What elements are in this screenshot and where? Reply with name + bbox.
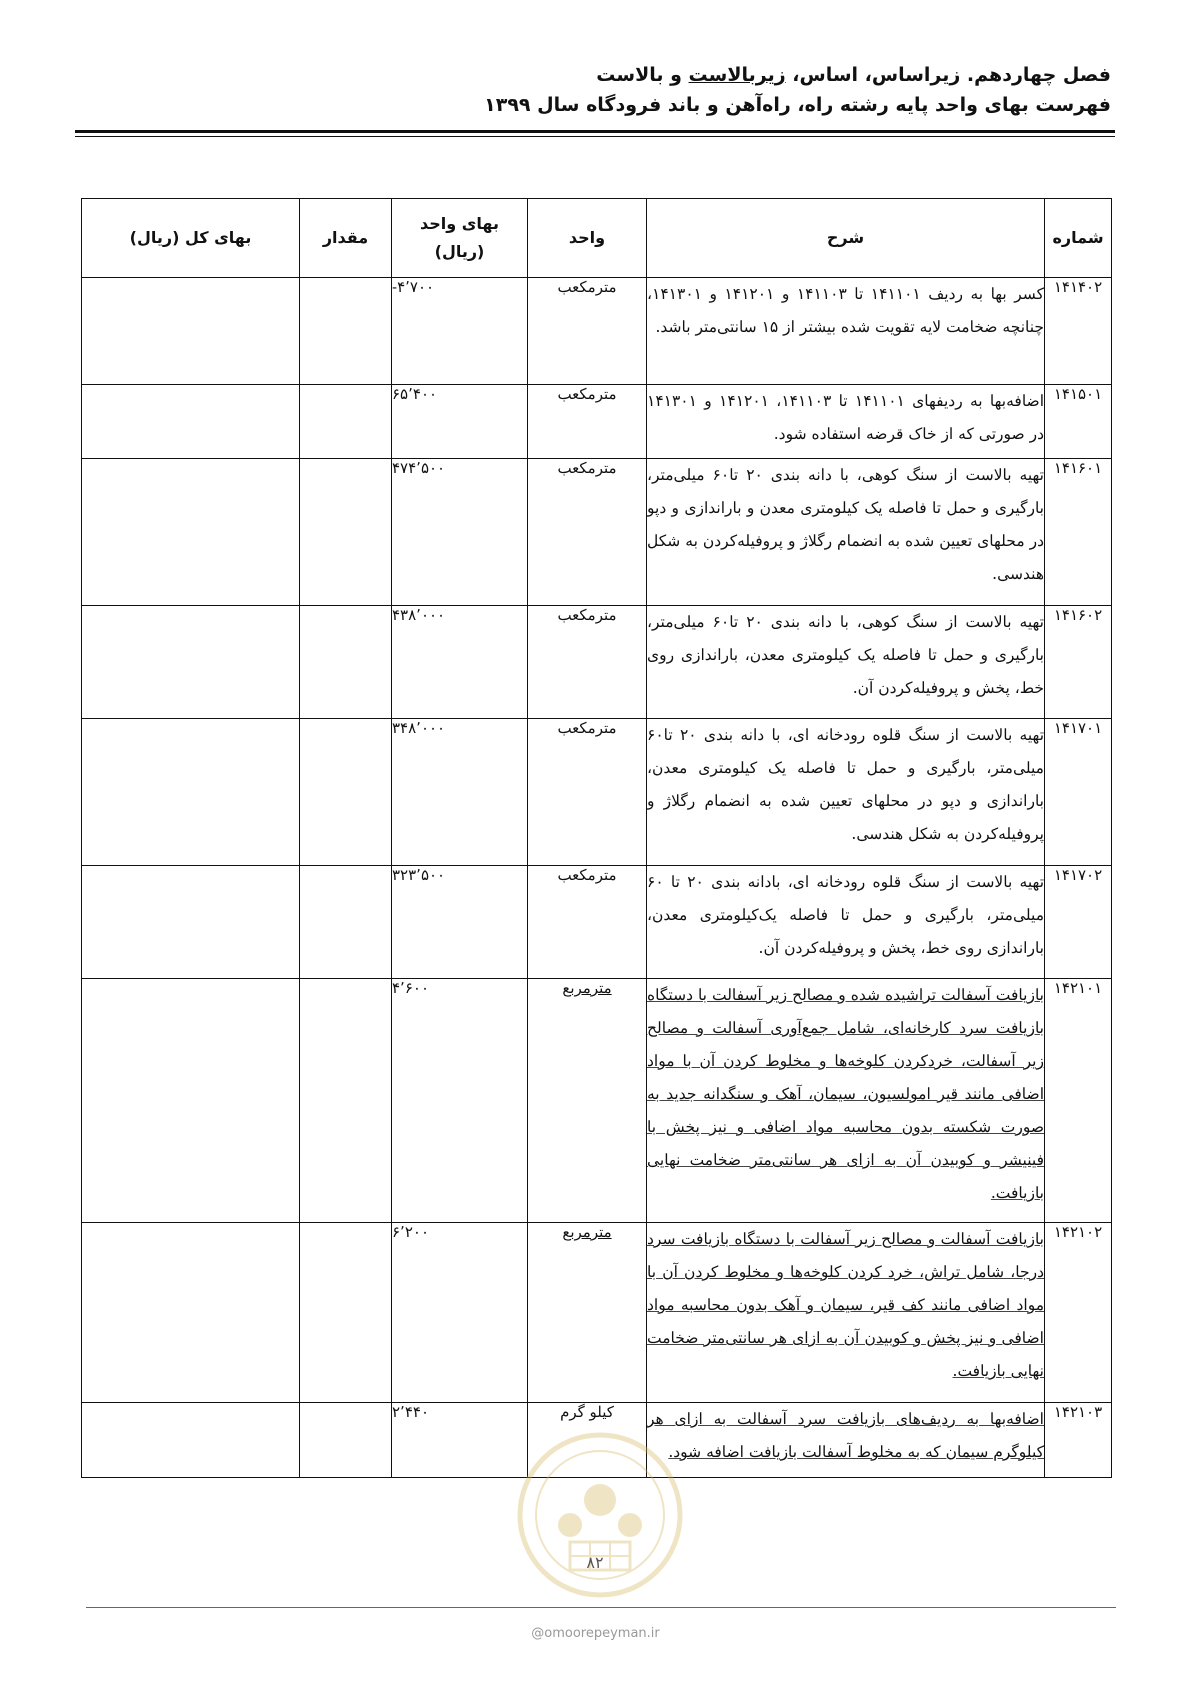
chapter-title bbox=[71, 60, 1111, 90]
seal-person-icon bbox=[584, 1484, 616, 1516]
row-total bbox=[82, 719, 300, 866]
row-unit-price: ۶۵٬۴۰۰ bbox=[392, 385, 528, 459]
page-number: ۸۲ bbox=[586, 1553, 604, 1572]
row-unit-price: ۳۴۸٬۰۰۰ bbox=[392, 719, 528, 866]
row-unit-price: ۴٬۶۰۰ bbox=[392, 979, 528, 1223]
row-description: تهیه بالاست از سنگ قلوه رودخانه ای، با دانه بندی ۲۰ تا۶۰ میلی‌متر، بارگیری و حمل تا فاصله یک کیلومتری معدن، باراندازی و دپو در محلهای تعیین شده به انضمام رگلاژ و پروفیله‌کردن به شکل هندسی. bbox=[647, 719, 1045, 866]
row-total bbox=[82, 1403, 300, 1478]
row-quantity bbox=[300, 459, 392, 606]
row-total bbox=[82, 606, 300, 719]
row-number: ۱۴۱۶۰۲ bbox=[1045, 606, 1112, 719]
seal-scale-icon bbox=[558, 1513, 582, 1537]
row-number: ۱۴۱۶۰۱ bbox=[1045, 459, 1112, 606]
row-unit bbox=[528, 979, 647, 1223]
row-unit bbox=[528, 1223, 647, 1403]
row-number: ۱۴۲۱۰۱ bbox=[1045, 979, 1112, 1223]
row-unit: مترمکعب bbox=[528, 719, 647, 866]
row-total bbox=[82, 459, 300, 606]
row-description: تهیه بالاست از سنگ کوهی، با دانه بندی ۲۰ تا۶۰ میلی‌متر، بارگیری و حمل تا فاصله یک کیلومتری معدن، باراندازی روی خط، پخش و پروفیله‌کردن آن. bbox=[647, 606, 1045, 719]
row-unit-text: مترمربع bbox=[562, 979, 612, 997]
column-header-number: شماره bbox=[1045, 199, 1112, 278]
row-total bbox=[82, 866, 300, 979]
row-number: ۱۴۲۱۰۲ bbox=[1045, 1223, 1112, 1403]
seal-gear-icon bbox=[618, 1513, 642, 1537]
unit-price-header-line2: (ریال) bbox=[434, 242, 485, 261]
row-number: ۱۴۱۵۰۱ bbox=[1045, 385, 1112, 459]
watermark-seal bbox=[515, 1430, 685, 1600]
unit-price-header-line1: بهای واحد bbox=[419, 214, 499, 233]
row-quantity bbox=[300, 719, 392, 866]
column-header-total-price: بهای کل (ریال) bbox=[82, 199, 300, 278]
row-quantity bbox=[300, 979, 392, 1223]
row-quantity bbox=[300, 1403, 392, 1478]
column-header-quantity: مقدار bbox=[300, 199, 392, 278]
row-description-text: بازیافت آسفالت و مصالح زیر آسفالت با دستگاه بازیافت سرد درجا، شامل تراش، خرد کردن کلوخه‌ها و مخلوط کردن آن با مواد اضافی مانند کف قیر، سیمان و آهک بدون محاسبه مواد اضافی و نیز پخش و کوبیدن آن به ازای هر سانتی‌متر ضخامت نهایی بازیافت. bbox=[647, 1230, 1044, 1380]
row-quantity bbox=[300, 866, 392, 979]
row-unit: مترمکعب bbox=[528, 385, 647, 459]
row-unit: مترمکعب bbox=[528, 866, 647, 979]
row-unit-price: -۴٬۷۰۰ bbox=[392, 278, 528, 385]
table-row bbox=[82, 606, 1112, 719]
row-number: ۱۴۱۴۰۲ bbox=[1045, 278, 1112, 385]
row-total bbox=[82, 1223, 300, 1403]
row-unit: مترمکعب bbox=[528, 278, 647, 385]
row-quantity bbox=[300, 606, 392, 719]
row-description bbox=[647, 1223, 1045, 1403]
chapter-title-part2: و بالاست bbox=[596, 64, 689, 86]
row-description: کسر بها به ردیف ۱۴۱۱۰۱ تا ۱۴۱۱۰۳ و ۱۴۱۲۰۱ و ۱۴۱۳۰۱، چنانچه ضخامت لایه تقویت شده بیشتر از ۱۵ سانتی‌متر باشد. bbox=[647, 278, 1045, 385]
table-row bbox=[82, 385, 1112, 459]
row-unit-text: مترمربع bbox=[562, 1223, 612, 1241]
header-rule-thick bbox=[75, 130, 1115, 133]
row-description bbox=[647, 979, 1045, 1223]
footer-rule bbox=[86, 1607, 1116, 1608]
column-header-description: شرح bbox=[647, 199, 1045, 278]
row-unit-price: ۴۳۸٬۰۰۰ bbox=[392, 606, 528, 719]
row-number: ۱۴۲۱۰۳ bbox=[1045, 1403, 1112, 1478]
row-quantity bbox=[300, 1223, 392, 1403]
row-unit: مترمکعب bbox=[528, 606, 647, 719]
row-unit: کیلو گرم bbox=[528, 1403, 647, 1478]
row-total bbox=[82, 979, 300, 1223]
chapter-title-underlined: زیربالاست bbox=[688, 64, 786, 86]
table-row bbox=[82, 719, 1112, 866]
table-header-row bbox=[82, 199, 1112, 278]
row-total bbox=[82, 278, 300, 385]
table-row bbox=[82, 278, 1112, 385]
column-header-unit: واحد bbox=[528, 199, 647, 278]
table-row bbox=[82, 979, 1112, 1223]
price-list-table bbox=[81, 198, 1112, 1478]
row-unit-price: ۲٬۴۴۰ bbox=[392, 1403, 528, 1478]
header-rule-thin bbox=[75, 136, 1115, 137]
document-title: فهرست بهای واحد پایه رشته راه، راه‌آهن و باند فرودگاه سال ۱۳۹۹ bbox=[484, 94, 1111, 116]
chapter-title-part1: فصل چهاردهم. زیراساس، اساس، bbox=[785, 64, 1111, 86]
row-quantity bbox=[300, 385, 392, 459]
row-total bbox=[82, 385, 300, 459]
row-quantity bbox=[300, 278, 392, 385]
row-description: تهیه بالاست از سنگ قلوه رودخانه ای، بادانه بندی ۲۰ تا ۶۰ میلی‌متر، بارگیری و حمل تا فاصله یک‌کیلومتری معدن، باراندازی روی خط، پخش و پروفیله‌کردن آن. bbox=[647, 866, 1045, 979]
row-unit-price: ۳۲۳٬۵۰۰ bbox=[392, 866, 528, 979]
row-description-text: اضافه‌بها به ردیف‌های بازیافت سرد آسفالت به ازای هر کیلوگرم سیمان که به مخلوط آسفالت بازیافت اضافه شود. bbox=[647, 1410, 1044, 1461]
table-row bbox=[82, 866, 1112, 979]
row-description: اضافه‌بها به ردیفهای ۱۴۱۱۰۱ تا ۱۴۱۱۰۳، ۱۴۱۲۰۱ و ۱۴۱۳۰۱ در صورتی که از خاک قرضه استفاده شود. bbox=[647, 385, 1045, 459]
row-number: ۱۴۱۷۰۱ bbox=[1045, 719, 1112, 866]
row-description bbox=[647, 1403, 1045, 1478]
row-unit-price: ۴۷۴٬۵۰۰ bbox=[392, 459, 528, 606]
footer-website: @omoorepeyman.ir bbox=[531, 1626, 660, 1641]
table-row bbox=[82, 1223, 1112, 1403]
row-description: تهیه بالاست از سنگ کوهی، با دانه بندی ۲۰ تا۶۰ میلی‌متر، بارگیری و حمل تا فاصله یک کیلومتری معدن و باراندازی و دپو در محلهای تعیین شده به انضمام رگلاژ و پروفیله‌کردن به شکل هندسی. bbox=[647, 459, 1045, 606]
row-unit: مترمکعب bbox=[528, 459, 647, 606]
column-header-unit-price bbox=[392, 199, 528, 278]
row-unit-price: ۶٬۲۰۰ bbox=[392, 1223, 528, 1403]
row-description-text: بازیافت آسفالت تراشیده شده و مصالح زیر آسفالت با دستگاه بازیافت سرد کارخانه‌ای، شامل جمع‌آوری آسفالت و مصالح زیر آسفالت، خردکردن کلوخه‌ها و مخلوط کردن آن با مواد اضافی مانند قیر امولسیون، سیمان، آهک و سنگدانه جدید به صورت شکسته بدون محاسبه مواد اضافی و نیز پخش با فینیشر و کوبیدن آن به ازای هر سانتی‌متر ضخامت نهایی بازیافت. bbox=[647, 986, 1044, 1202]
table-row bbox=[82, 459, 1112, 606]
row-number: ۱۴۱۷۰۲ bbox=[1045, 866, 1112, 979]
page-header bbox=[71, 60, 1111, 120]
